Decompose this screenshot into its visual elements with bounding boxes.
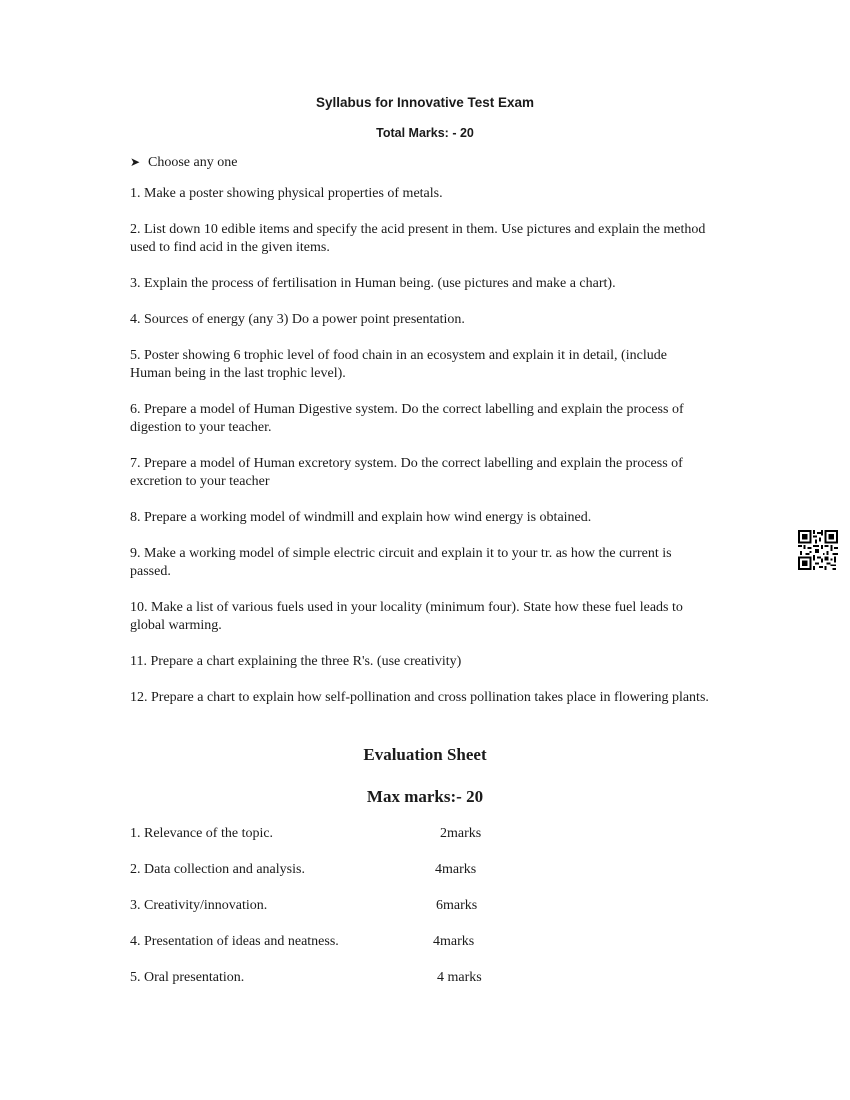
syllabus-item: 5. Poster showing 6 trophic level of food chain in an ecosystem and explain it in detail, (include Human being in the last trophic level). — [130, 348, 667, 381]
criterion-marks: 4marks — [435, 862, 477, 877]
syllabus-item: 6. Prepare a model of Human Digestive system. Do the correct labelling and explain the process of digestion to your teacher. — [130, 402, 684, 435]
page-title: Syllabus for Innovative Test Exam — [315, 95, 535, 110]
qr-code-icon[interactable] — [798, 530, 838, 570]
syllabus-item: 2. List down 10 edible items and specify the acid present in them. Use pictures and explain the method used to find acid in the given items. — [130, 222, 706, 255]
criterion-label: 1. Relevance of the topic. — [130, 826, 274, 841]
syllabus-item: 11. Prepare a chart explaining the three R's. (use creativity) — [130, 654, 462, 669]
choose-instruction — [130, 155, 237, 171]
criterion-marks: 6marks — [436, 898, 478, 913]
arrow-bullet-icon: ➤ — [130, 155, 141, 169]
criterion-label: 2. Data collection and analysis. — [130, 862, 305, 877]
total-marks: Total Marks: - 20 — [376, 126, 474, 140]
syllabus-item: 12. Prepare a chart to explain how self-pollination and cross pollination takes place in flowering plants. — [130, 690, 709, 705]
syllabus-item: 10. Make a list of various fuels used in your locality (minimum four). State how these fuel leads to global warming. — [130, 600, 683, 633]
criterion-label: 4. Presentation of ideas and neatness. — [130, 934, 339, 949]
syllabus-item: 1. Make a poster showing physical properties of metals. — [130, 186, 443, 201]
max-marks: Max marks:- 20 — [366, 787, 484, 806]
choose-text: Choose any one — [148, 155, 238, 170]
criterion-marks: 2marks — [440, 826, 482, 841]
syllabus-item: 4. Sources of energy (any 3) Do a power point presentation. — [130, 312, 465, 327]
syllabus-item: 7. Prepare a model of Human excretory system. Do the correct labelling and explain the process of excretion to your teacher — [130, 456, 683, 489]
criterion-label: 5. Oral presentation. — [130, 970, 245, 985]
syllabus-item: 3. Explain the process of fertilisation in Human being. (use pictures and make a chart). — [130, 276, 616, 291]
criterion-marks: 4marks — [433, 934, 475, 949]
criterion-label: 3. Creativity/innovation. — [130, 898, 268, 913]
evaluation-title: Evaluation Sheet — [363, 745, 487, 764]
syllabus-item: 9. Make a working model of simple electric circuit and explain it to your tr. as how the current is passed. — [130, 546, 672, 579]
syllabus-item: 8. Prepare a working model of windmill and explain how wind energy is obtained. — [130, 510, 592, 525]
criterion-marks: 4 marks — [437, 970, 482, 985]
